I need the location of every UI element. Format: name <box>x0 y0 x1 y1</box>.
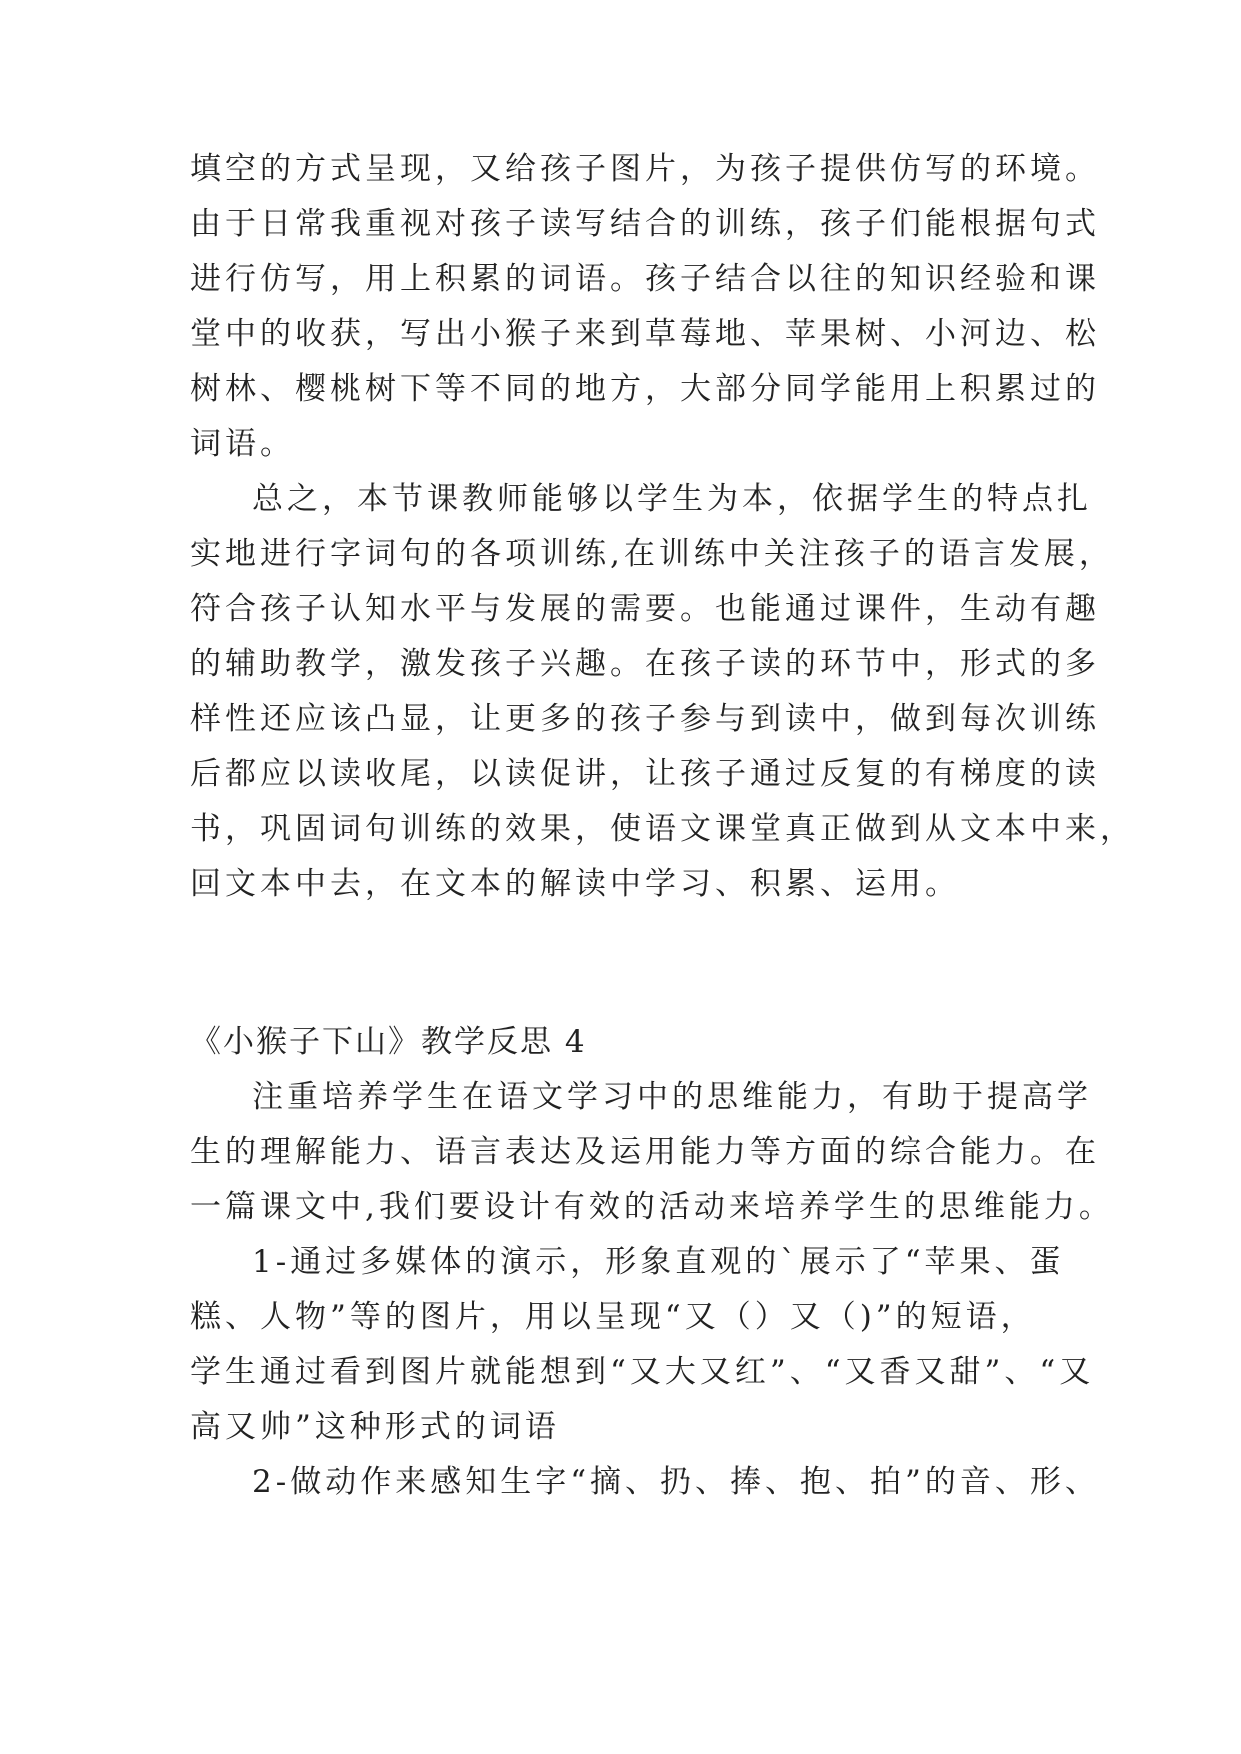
paragraph-line: 总之，本节课教师能够以学生为本，依据学生的特点扎 <box>252 481 1092 517</box>
paragraph-line: 后都应以读收尾，以读促讲，让孩子通过反复的有梯度的读 <box>190 756 1100 792</box>
paragraph-line: 生的理解能力、语言表达及运用能力等方面的综合能力。在 <box>190 1134 1100 1170</box>
paragraph-line: 学生通过看到图片就能想到“又大又红”、“又香又甜”、“又 <box>190 1354 1095 1390</box>
paragraph-line: 糕、人物”等的图片，用以呈现“又（）又（)”的短语， <box>190 1299 1036 1335</box>
paragraph-line: 词语。 <box>190 426 295 462</box>
paragraph-line: 注重培养学生在语文学习中的思维能力，有助于提高学 <box>252 1079 1092 1115</box>
section-heading: 《小猴子下山》教学反思 4 <box>190 1024 587 1060</box>
paragraph-line: 回文本中去，在文本的解读中学习、积累、运用。 <box>190 866 960 902</box>
paragraph-line: 一篇课文中,我们要设计有效的活动来培养学生的思维能力。 <box>190 1189 1114 1225</box>
paragraph-line: 堂中的收获，写出小猴子来到草莓地、苹果树、小河边、松 <box>190 316 1100 352</box>
paragraph-line: 填空的方式呈现，又给孩子图片，为孩子提供仿写的环境。 <box>190 151 1100 187</box>
paragraph-line: 树林、樱桃树下等不同的地方，大部分同学能用上积累过的 <box>190 371 1100 407</box>
paragraph-line: 进行仿写，用上积累的词语。孩子结合以往的知识经验和课 <box>190 261 1100 297</box>
paragraph-line: 由于日常我重视对孩子读写结合的训练，孩子们能根据句式 <box>190 206 1100 242</box>
paragraph-line: 书，巩固词句训练的效果，使语文课堂真正做到从文本中来， <box>190 811 1135 847</box>
paragraph-line: 高又帅”这种形式的词语 <box>190 1409 560 1445</box>
paragraph-line: 实地进行字词句的各项训练,在训练中关注孩子的语言发展， <box>190 536 1114 572</box>
paragraph-line: 样性还应该凸显，让更多的孩子参与到读中，做到每次训练 <box>190 701 1100 737</box>
paragraph-line: 符合孩子认知水平与发展的需要。也能通过课件，生动有趣 <box>190 591 1100 627</box>
paragraph-line: 1-通过多媒体的演示，形象直观的`展示了“苹果、蛋 <box>252 1244 1065 1280</box>
paragraph-line: 2-做动作来感知生字“摘、扔、捧、抱、拍”的音、形、 <box>252 1464 1100 1500</box>
paragraph-line: 的辅助教学，激发孩子兴趣。在孩子读的环节中，形式的多 <box>190 646 1100 682</box>
